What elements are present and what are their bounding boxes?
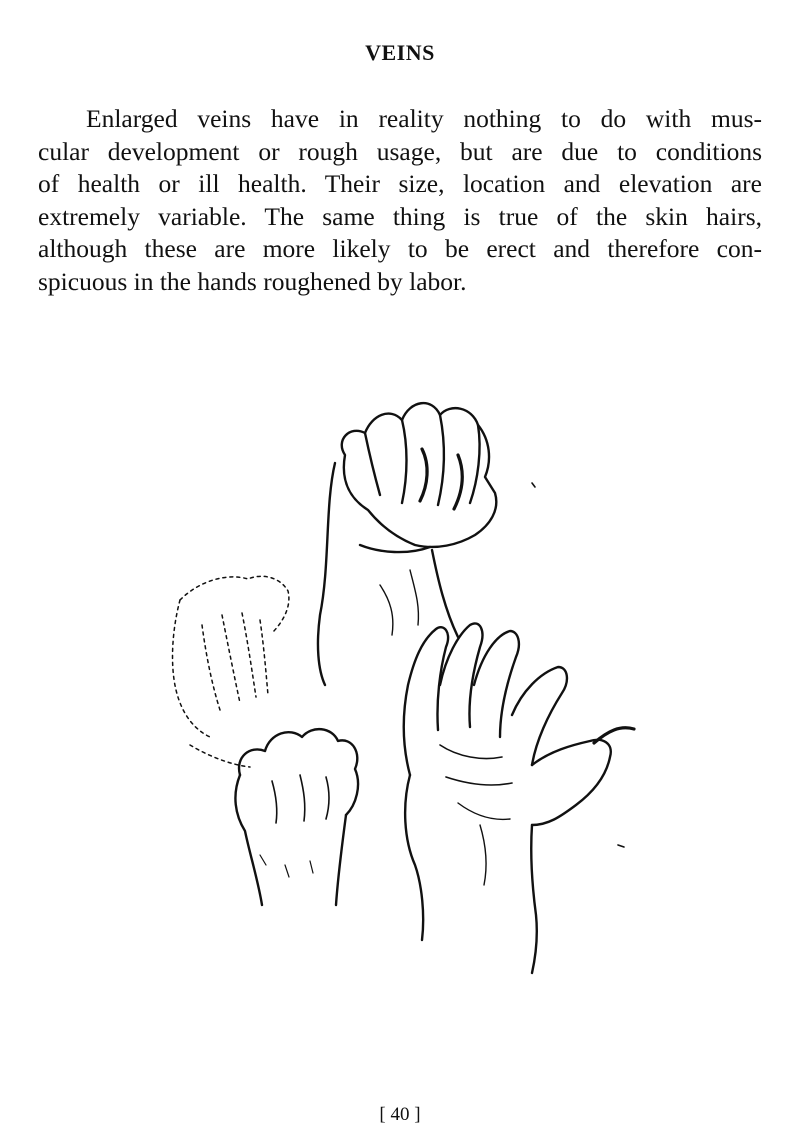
body-paragraph	[38, 103, 762, 298]
clenched-hand-sketch	[235, 729, 358, 905]
paragraph-line: although these are more likely to be erect and therefore con-	[38, 234, 762, 263]
page-number: [ 40 ]	[379, 1104, 421, 1125]
open-hand-sketch	[404, 623, 634, 973]
paragraph-line: of health or ill health. Their size, location and elevation are	[38, 169, 762, 198]
paragraph-line: cular development or rough usage, but are due to conditions	[38, 136, 762, 166]
hands-sketch-illustration	[140, 385, 660, 975]
paragraph-line: spicuous in the hands roughened by labor.	[38, 266, 467, 296]
paragraph-line: extremely variable. The same thing is true of the skin hairs,	[38, 201, 762, 231]
raised-fist-sketch	[318, 403, 535, 685]
paragraph-line: Enlarged veins have in reality nothing to do with mus-	[86, 104, 762, 133]
page-title: VEINS	[365, 40, 435, 65]
